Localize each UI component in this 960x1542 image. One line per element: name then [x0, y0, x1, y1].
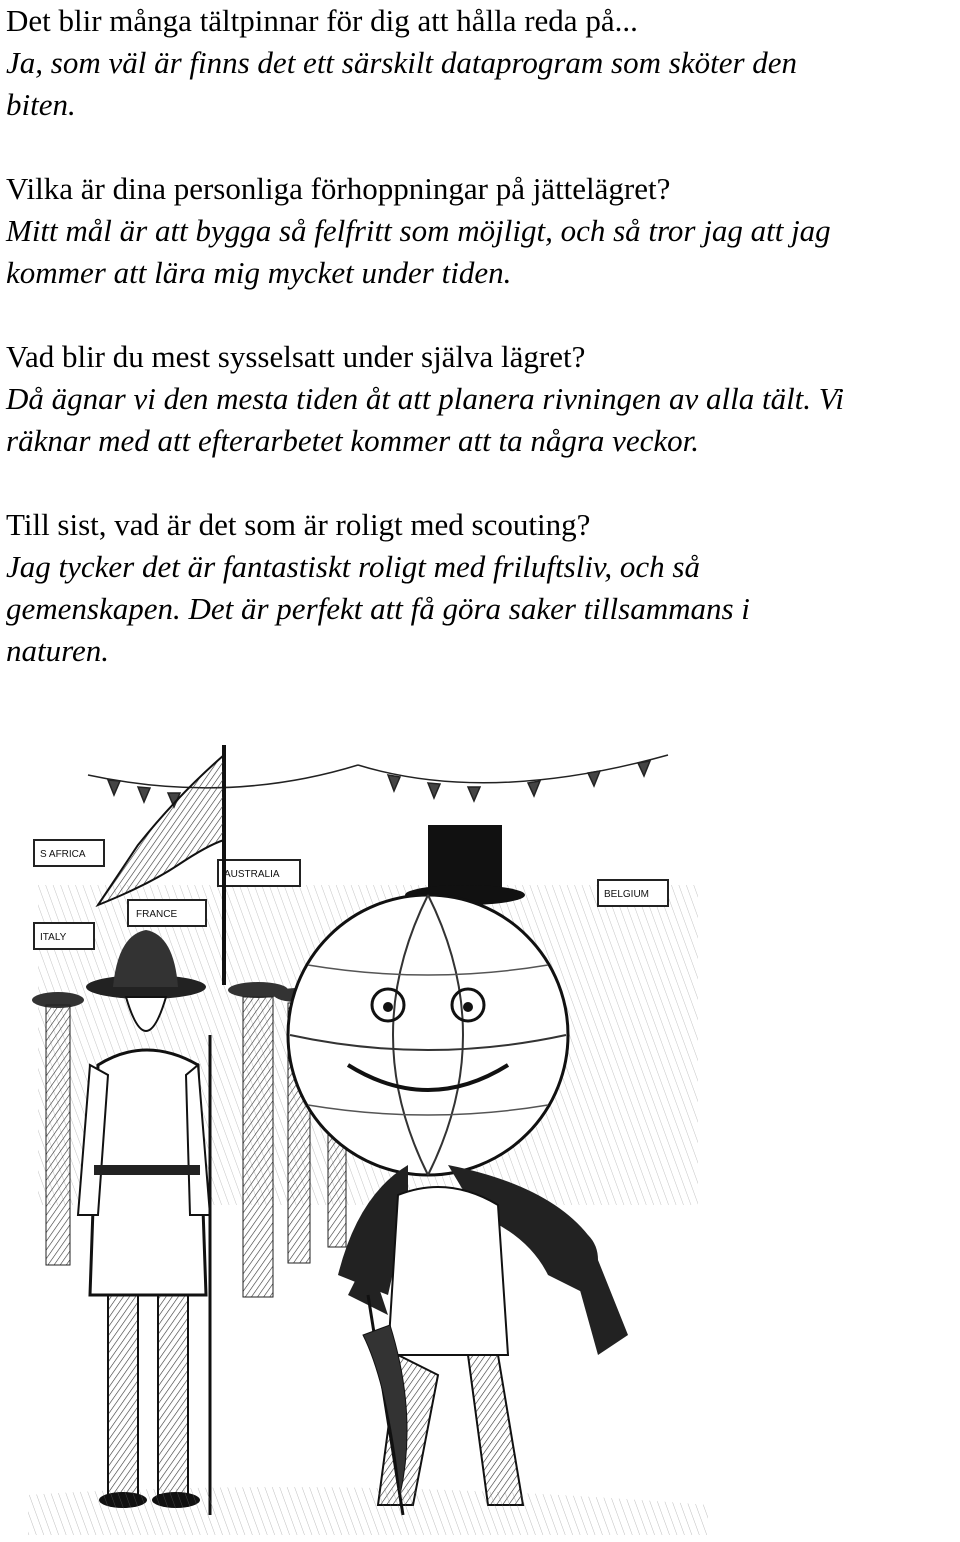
answer-4-line-2: gemenskapen. Det är perfekt att få göra saker tillsammans i	[6, 591, 750, 626]
answer-4-line-1: Jag tycker det är fantastiskt roligt med friluftsliv, och så	[6, 549, 700, 584]
answer-2-line-2: kommer att lära mig mycket under tiden.	[6, 255, 512, 290]
scout-cartoon-illustration	[28, 735, 708, 1535]
answer-3-line-1: Då ägnar vi den mesta tiden åt att planera rivningen av alla tält. Vi	[6, 381, 845, 416]
sign-australia: AUSTRALIA	[224, 869, 280, 880]
question-3: Vad blir du mest sysselsatt under själva lägret?	[6, 339, 586, 374]
sign-france: FRANCE	[136, 909, 178, 920]
ground	[28, 1487, 708, 1535]
interview-text	[6, 0, 956, 672]
bunting	[88, 755, 668, 807]
answer-2-line-1: Mitt mål är att bygga så felfritt som möjligt, och så tror jag att jag	[6, 213, 831, 248]
question-2: Vilka är dina personliga förhoppningar på jättelägret?	[6, 171, 671, 206]
sign-belgium: BELGIUM	[604, 889, 650, 900]
sign-italy: ITALY	[40, 932, 67, 943]
answer-3-line-2: räknar med att efterarbetet kommer att ta några veckor.	[6, 423, 700, 458]
answer-4-line-3: naturen.	[6, 633, 110, 668]
answer-1-line-1: Ja, som väl är finns det ett särskilt dataprogram som sköter den	[6, 45, 798, 80]
sign-s-africa: S AFRICA	[40, 849, 86, 860]
question-1: Det blir många tältpinnar för dig att hålla reda på...	[6, 3, 638, 38]
question-4: Till sist, vad är det som är roligt med scouting?	[6, 507, 591, 542]
answer-1-line-2: biten.	[6, 87, 76, 122]
